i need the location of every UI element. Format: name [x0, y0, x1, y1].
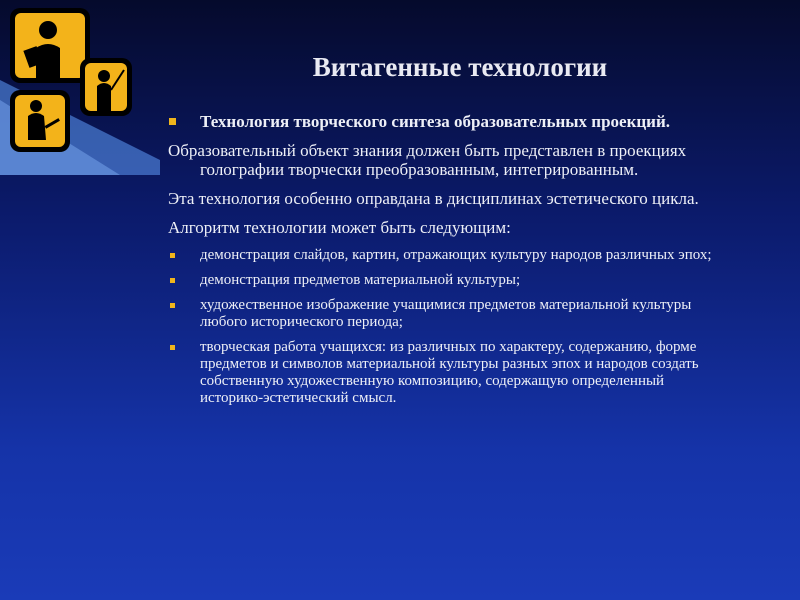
list-item — [168, 272, 728, 289]
list-item-text: демонстрация предметов материальной культуры; — [200, 272, 521, 288]
paragraph: Эта технология особенно оправдана в дисциплинах эстетического цикла. — [168, 189, 699, 208]
teacher-pointer-silhouette-icon — [80, 58, 132, 116]
paragraph: Образовательный объект знания должен быть представлен в проекциях голографии творчески преобразованным, интегрированным. — [168, 141, 687, 179]
reader-silhouette-icon — [10, 8, 90, 83]
list-item — [168, 297, 728, 331]
list-item-text: демонстрация слайдов, картин, отражающих культуру народов различных эпох; — [200, 247, 712, 263]
list-item-text: художественное изображение учащимися предметов материальной культуры любого исторического периода; — [200, 297, 692, 330]
subtitle-text: Технология творческого синтеза образовательных проекций. — [200, 112, 670, 131]
paragraph: Алгоритм технологии может быть следующим: — [168, 218, 511, 237]
square-bullet-icon — [169, 118, 176, 125]
slide-content — [168, 112, 728, 415]
list-item-text: творческая работа учащихся: из различных по характеру, содержанию, форме предметов и символов материальной культуры разных эпох и народов создать собственную художественную композицию, содержащую определенный историко-эстетический смысл. — [200, 339, 699, 406]
list-item — [168, 247, 728, 264]
square-bullet-icon — [170, 303, 175, 308]
square-bullet-icon — [170, 345, 175, 350]
slide-title: Витагенные технологии — [312, 52, 608, 82]
writer-silhouette-icon — [10, 90, 70, 152]
square-bullet-icon — [170, 253, 175, 258]
square-bullet-icon — [170, 278, 175, 283]
list-item — [168, 339, 728, 407]
subtitle-bullet — [168, 112, 728, 132]
education-silhouettes-logo — [0, 0, 160, 175]
